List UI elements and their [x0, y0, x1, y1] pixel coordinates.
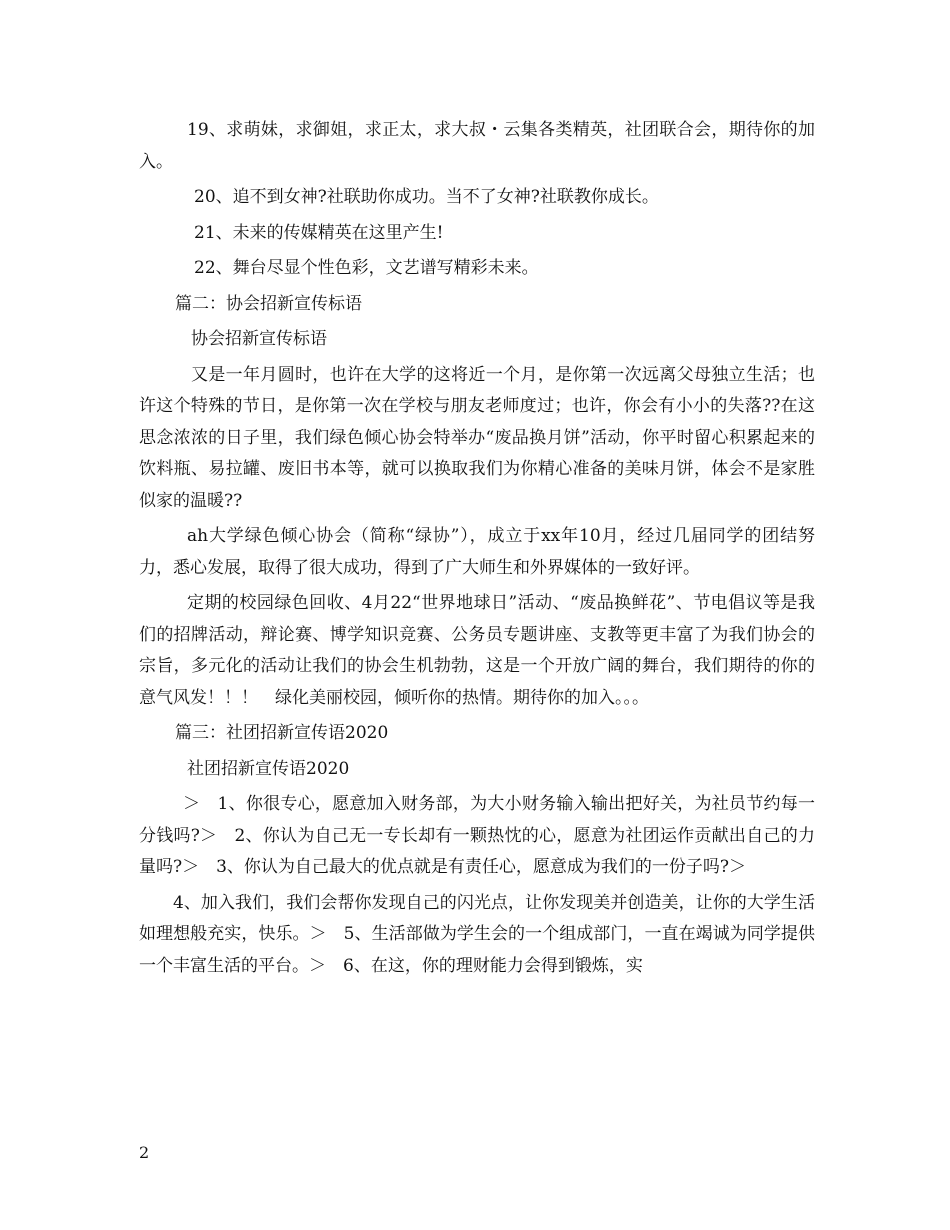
paragraph-recruitment-1: ＞ 1、你很专心，愿意加入财务部，为大小财务输入输出把好关，为社员节约每一分钱吗?＞ 2、你认为自己无一专长却有一颗热忱的心，愿意为社团运作贡献出自己的力量吗?＞ 3、你认为自己最大的优点就是有责任心，愿意成为我们的一份子吗?＞ [139, 794, 815, 877]
paragraph-activities: 定期的校园绿色回收、4月22“世界地球日”活动、“废品换鲜花”、节电倡议等是我们的招牌活动，辩论赛、博学知识竞赛、公务员专题讲座、支教等更丰富了为我们协会的宗旨，多元化的活动让我们的协会生机勃勃，这是一个开放广阔的舞台，我们期待的你的意气风发！！！ 绿化美丽校园，倾听你的热情。期待你的加入。。。 [139, 593, 815, 708]
paragraph-item-19: 19、求萌妹，求御姐，求正太，求大叔・云集各类精英，社团联合会，期待你的加入。 [139, 120, 815, 172]
paragraph-item-21: 21、未来的传媒精英在这里产生! [194, 222, 444, 243]
paragraph-recruitment-2: 4、加入我们，我们会帮你发现自己的闪光点，让你发现美并创造美，让你的大学生活如理想般充实，快乐。＞ 5、生活部做为学生会的一个组成部门，一直在竭诚为同学提供一个丰富生活的平台。＞ 6、在这，你的理财能力会得到锻炼，实 [139, 892, 815, 976]
page-number: 2 [139, 1143, 150, 1162]
paragraph-item-22: 22、舞台尽显个性色彩，文艺谱写精彩未来。 [194, 258, 539, 278]
section-subtitle-3: 社团招新宣传语2020 [187, 758, 350, 779]
section-subtitle-2: 协会招新宣传标语 [191, 329, 327, 349]
section-heading-3: 篇三：社团招新宣传语2020 [175, 723, 389, 743]
document-body [139, 115, 815, 986]
section-heading-2: 篇二：协会招新宣传标语 [175, 293, 362, 314]
paragraph-item-20: 20、追不到女神?社联助你成功。当不了女神?社联教你成长。 [194, 187, 659, 207]
paragraph-moon-festival: 又是一年月圆时，也许在大学的这将近一个月，是你第一次远离父母独立生活；也许这个特殊的节日，是你第一次在学校与朋友老师度过；也许，你会有小小的失落??在这思念浓浓的日子里，我们绿色倾心协会特举办“废品换月饼”活动，你平时留心积累起来的饮料瓶、易拉罐、废旧书本等，就可以换取我们为你精心准备的美味月饼，体会不是家胜似家的温暖?? [139, 364, 815, 511]
paragraph-green-association: ah大学绿色倾心协会（简称“绿协”），成立于xx年10月，经过几届同学的团结努力，悉心发展，取得了很大成功，得到了广大师生和外界媒体的一致好评。 [139, 526, 815, 578]
